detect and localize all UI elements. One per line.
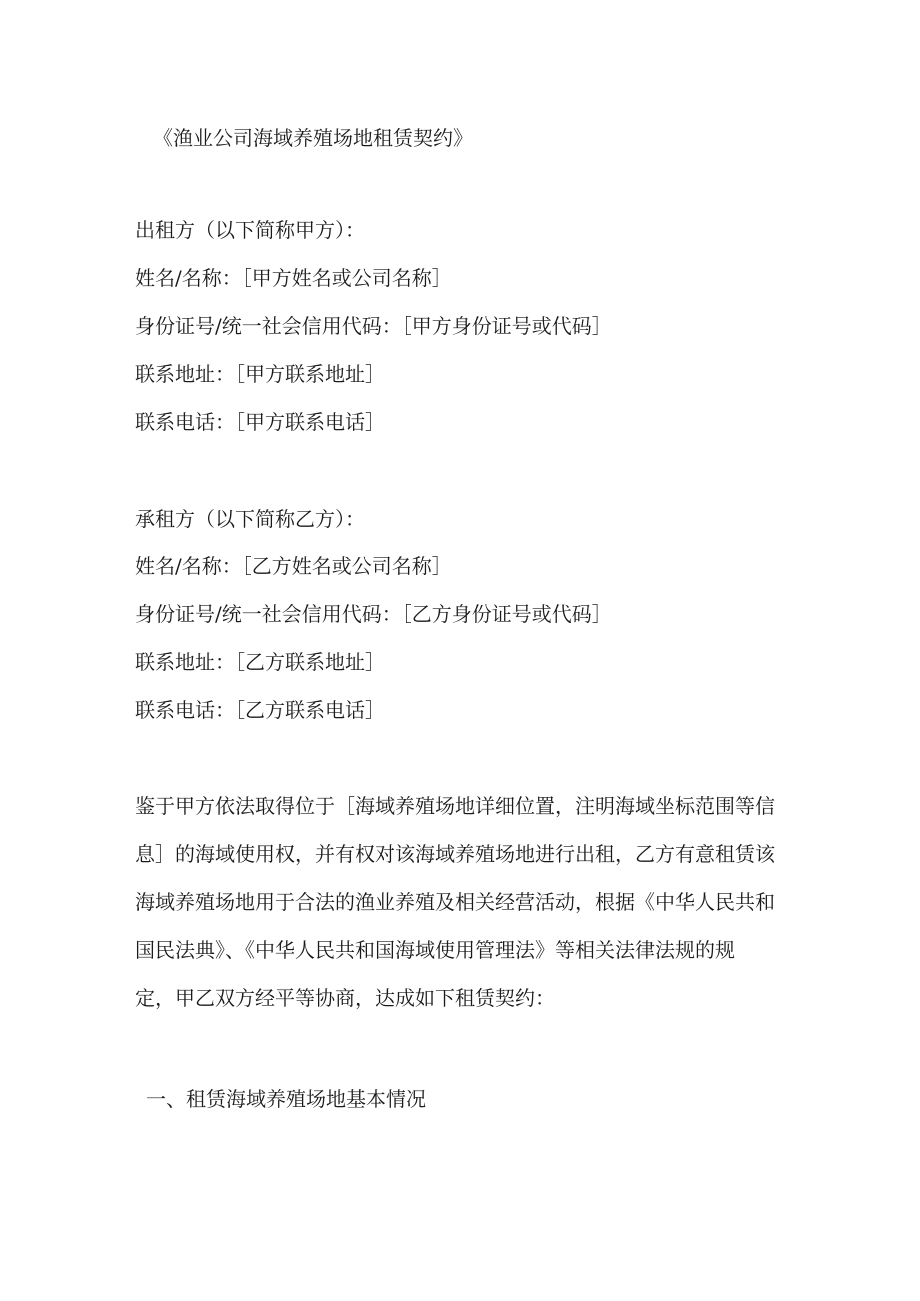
party-b-id: 身份证号/统一社会信用代码：［乙方身份证号或代码］: [135, 602, 612, 626]
section-1-heading: 一、租赁海域养殖场地基本情况: [146, 1087, 426, 1111]
preamble-line: 国民法典》、《中华人民共和国海域使用管理法》等相关法律法规的规: [135, 938, 735, 962]
preamble-line: 定，甲乙双方经平等协商，达成如下租赁契约：: [135, 986, 555, 1010]
party-a-address: 联系地址：［甲方联系地址］: [135, 362, 385, 386]
party-a-id: 身份证号/统一社会信用代码：［甲方身份证号或代码］: [135, 314, 612, 338]
party-b-phone: 联系电话：［乙方联系电话］: [135, 698, 385, 722]
document-title: 《渔业公司海域养殖场地租赁契约》: [153, 126, 473, 150]
party-b-address: 联系地址：［乙方联系地址］: [135, 650, 385, 674]
preamble-line: 海域养殖场地用于合法的渔业养殖及相关经营活动，根据《中华人民共和: [135, 890, 775, 914]
party-b-heading: 承租方（以下简称乙方）：: [135, 507, 365, 531]
preamble-paragraph: [135, 782, 795, 1022]
preamble-line: 鉴于甲方依法取得位于［海域养殖场地详细位置，注明海域坐标范围等信: [135, 794, 775, 818]
preamble-line: 息］的海域使用权，并有权对该海域养殖场地进行出租，乙方有意租赁该: [135, 842, 775, 866]
party-a-heading: 出租方（以下简称甲方）：: [135, 218, 365, 242]
party-a-phone: 联系电话：［甲方联系电话］: [135, 410, 385, 434]
party-b-name: 姓名/名称：［乙方姓名或公司名称］: [135, 554, 452, 578]
party-a-name: 姓名/名称：［甲方姓名或公司名称］: [135, 266, 452, 290]
